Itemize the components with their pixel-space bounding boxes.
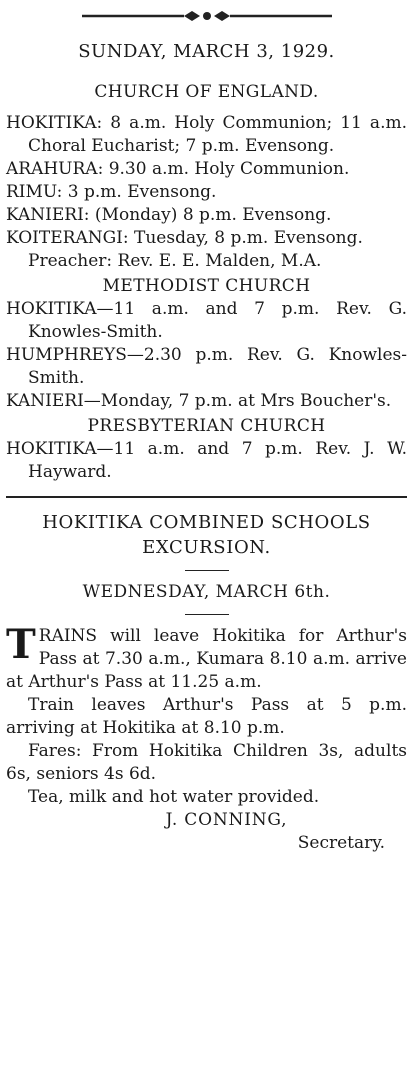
methodist-list: [6, 298, 407, 413]
list-item: KANIERI—Monday, 7 p.m. at Mrs Boucher's.: [6, 391, 392, 411]
signoff-name: J. CONNING,: [165, 810, 288, 830]
excursion-paragraph-fares: Fares: From Hokitika Children 3s, adults 6s, seniors 4s 6d.: [6, 741, 407, 784]
short-rule: [185, 614, 229, 615]
list-item: KOITERANGI: Tuesday, 8 p.m. Evensong.: [6, 228, 363, 248]
methodist-heading: METHODIST CHURCH: [102, 276, 311, 296]
drop-cap: T: [6, 621, 36, 668]
excursion-body: [6, 621, 407, 809]
paragraph-text: RAINS will leave Hokitika for Arthur's Pass at 7.30 a.m., Kumara 8.10 a.m. arrive at Arthur's Pass at 11.25 a.m.: [6, 626, 407, 692]
ornament-icon: [82, 10, 332, 22]
presbyterian-heading: PRESBYTERIAN CHURCH: [87, 416, 326, 436]
list-item: HOKITIKA—11 a.m. and 7 p.m. Rev. G. Knowles-Smith.: [6, 299, 407, 342]
presbyterian-list: [6, 438, 407, 484]
list-item: HOKITIKA: 8 a.m. Holy Communion; 11 a.m. Choral Eucharist; 7 p.m. Evensong.: [6, 113, 407, 156]
excursion-paragraph-return: Train leaves Arthur's Pass at 5 p.m. arriving at Hokitika at 8.10 p.m.: [6, 695, 407, 738]
church-of-england-list: [6, 112, 407, 273]
church-of-england-heading: CHURCH OF ENGLAND.: [94, 82, 319, 102]
short-rule: [185, 570, 229, 571]
excursion-paragraph-provided: Tea, milk and hot water provided.: [28, 787, 320, 807]
date-heading: SUNDAY, MARCH 3, 1929.: [78, 41, 335, 62]
signoff-title: Secretary.: [297, 833, 385, 853]
excursion-title: HOKITIKA COMBINED SCHOOLS EXCURSION.: [42, 512, 371, 558]
list-item: KANIERI: (Monday) 8 p.m. Evensong.: [6, 205, 332, 225]
list-item: ARAHURA: 9.30 a.m. Holy Communion.: [6, 159, 350, 179]
list-item: RIMU: 3 p.m. Evensong.: [6, 182, 217, 202]
top-ornament-rule: [6, 0, 407, 24]
excursion-date: WEDNESDAY, MARCH 6th.: [82, 582, 331, 602]
list-item: HUMPHREYS—2.30 p.m. Rev. G. Knowles-Smith.: [6, 345, 407, 388]
preacher-line: Preacher: Rev. E. E. Malden, M.A.: [28, 251, 322, 271]
list-item: HOKITIKA—11 a.m. and 7 p.m. Rev. J. W. Hayward.: [6, 439, 407, 482]
section-divider: [6, 496, 407, 498]
excursion-paragraph-trains: [6, 621, 407, 694]
